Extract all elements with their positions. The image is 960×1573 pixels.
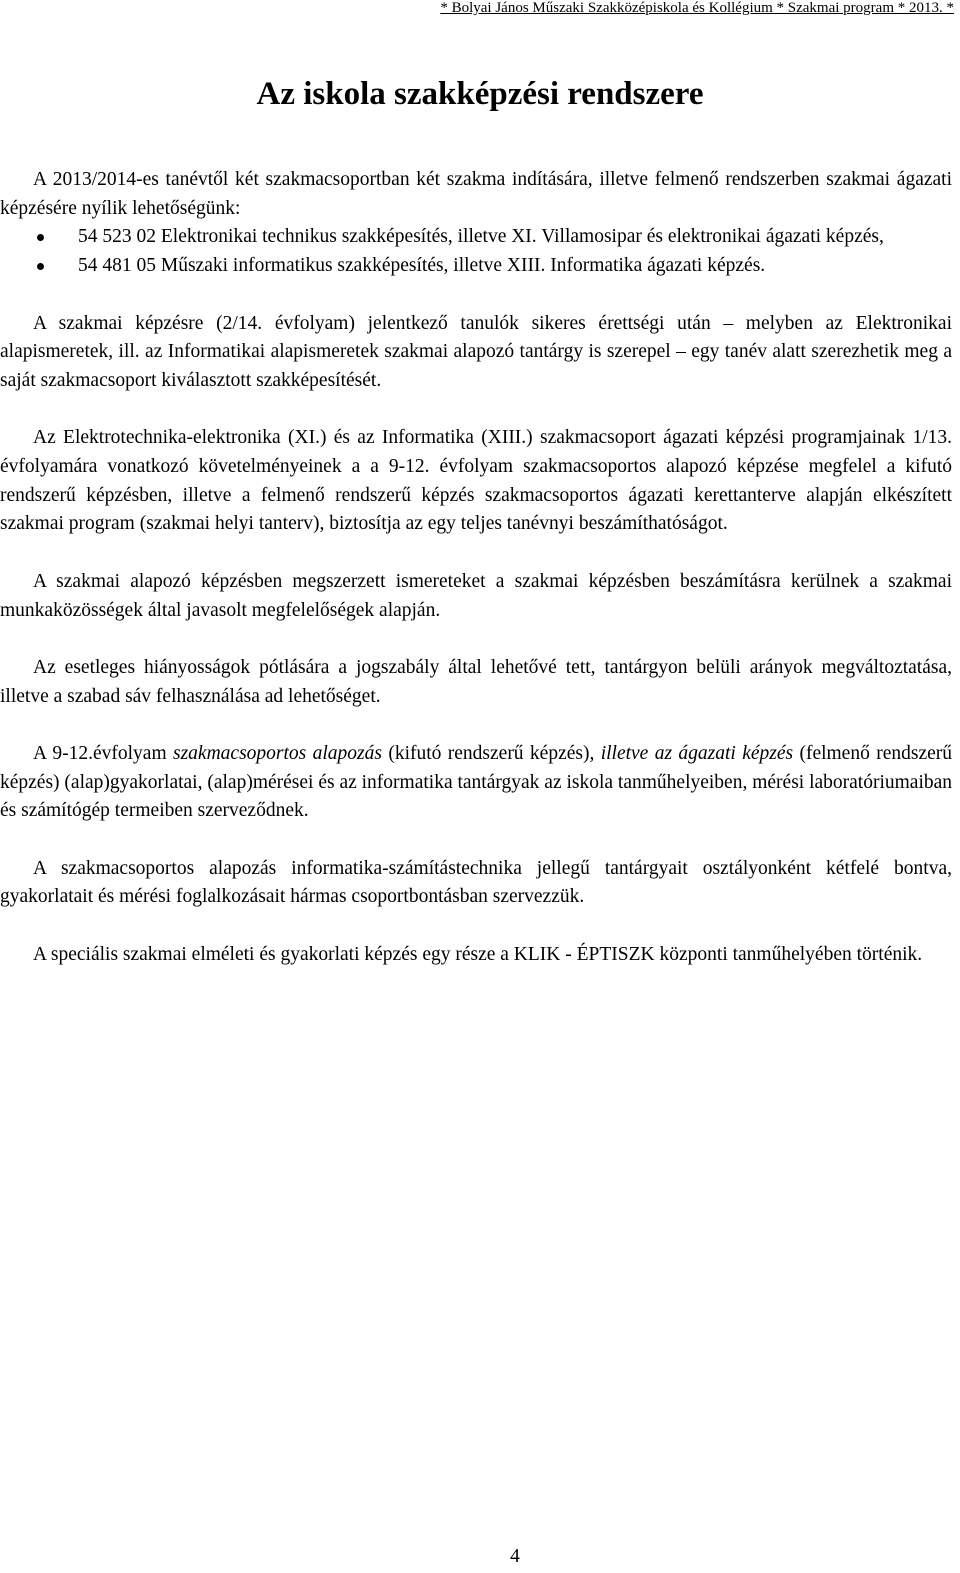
text-run: A 9-12.évfolyam	[33, 742, 173, 764]
bullet-icon	[37, 234, 44, 241]
italic-run: szakmacsoportos alapozás	[173, 742, 382, 764]
paragraph-central-workshop: A speciális szakmai elméleti és gyakorlati képzés egy része a KLIK - ÉPTISZK központi tanműhelyében történik.	[33, 943, 923, 965]
qualification-list	[0, 223, 952, 280]
paragraph-practical-training	[0, 740, 952, 826]
running-header: * Bolyai János Műszaki Szakközépiskola és Kollégium * Szakmai program * 2013. *	[440, 0, 954, 16]
list-item	[78, 223, 952, 252]
page-title: Az iskola szakképzési rendszere	[256, 76, 704, 112]
list-item-text: 54 481 05 Műszaki informatikus szakképesítés, illetve XIII. Informatika ágazati képzés.	[78, 255, 766, 277]
document-body	[0, 166, 952, 970]
intro-paragraph: A 2013/2014-es tanévtől két szakmacsoportban két szakma indítására, illetve felmenő rendszerben szakmai ágazati képzésére nyílik lehetőségünk:	[0, 169, 952, 219]
paragraph-accreditation: A szakmai alapozó képzésben megszerzett ismereteket a szakmai képzésben beszámításra kerülnek a szakmai munkaközösségek által javasolt megfelelőségek alapján.	[0, 570, 952, 621]
paragraph-training-entry: A szakmai képzésre (2/14. évfolyam) jelentkező tanulók sikeres érettségi után – melyben az Elektronikai alapismeretek, ill. az Informatikai alapismeretek szakmai alapozó tantárgy is szerepel – egy tanév alatt szerezhetik meg a saját szakmacsoport kiválasztott szakképesítését.	[0, 312, 952, 391]
list-item	[78, 252, 952, 281]
paragraph-group-split: A szakmacsoportos alapozás informatika-számítástechnika jellegű tantárgyait osztályonként kétfelé bontva, gyakorlatait és mérési foglalkozásait hármas csoportbontásban szervezzük.	[0, 857, 952, 908]
list-item-text: 54 523 02 Elektronikai technikus szakképesítés, illetve XI. Villamosipar és elektronikai ágazati képzés,	[78, 226, 884, 248]
paragraph-sector-programs: Az Elektrotechnika-elektronika (XI.) és az Informatika (XIII.) szakmacsoport ágazati képzési programjainak 1/13. évfolyamára vonatkozó követelményeinek a a 9-12. évfolyam szakmacsoportos alapozó képzése megfelel a kifutó rendszerű képzésben, illetve a felmenő rendszerű képzés szakmacsoportos ágazati kerettanterve alapján elkészített szakmai program (szakmai helyi tanterv), biztosítja az egy teljes tanévnyi beszámíthatóságot.	[0, 427, 952, 535]
text-run: (felmenő rendszerű képzés) (alap)gyakorlatai, (alap)mérései és az informatika tantárgyak az iskola tanműhelyeiben, mérési laboratóriumaiban és számítógép termeiben szerveződnek.	[0, 742, 953, 822]
bullet-icon	[37, 263, 44, 270]
text-run: (kifutó rendszerű képzés),	[381, 742, 601, 764]
italic-run: illetve az ágazati képzés	[600, 742, 794, 764]
paragraph-deficiencies: Az esetleges hiányosságok pótlására a jogszabály által lehetővé tett, tantárgyon belüli arányok megváltoztatása, illetve a szabad sáv felhasználása ad lehetőséget.	[0, 656, 952, 707]
page-number: 4	[510, 1546, 520, 1567]
